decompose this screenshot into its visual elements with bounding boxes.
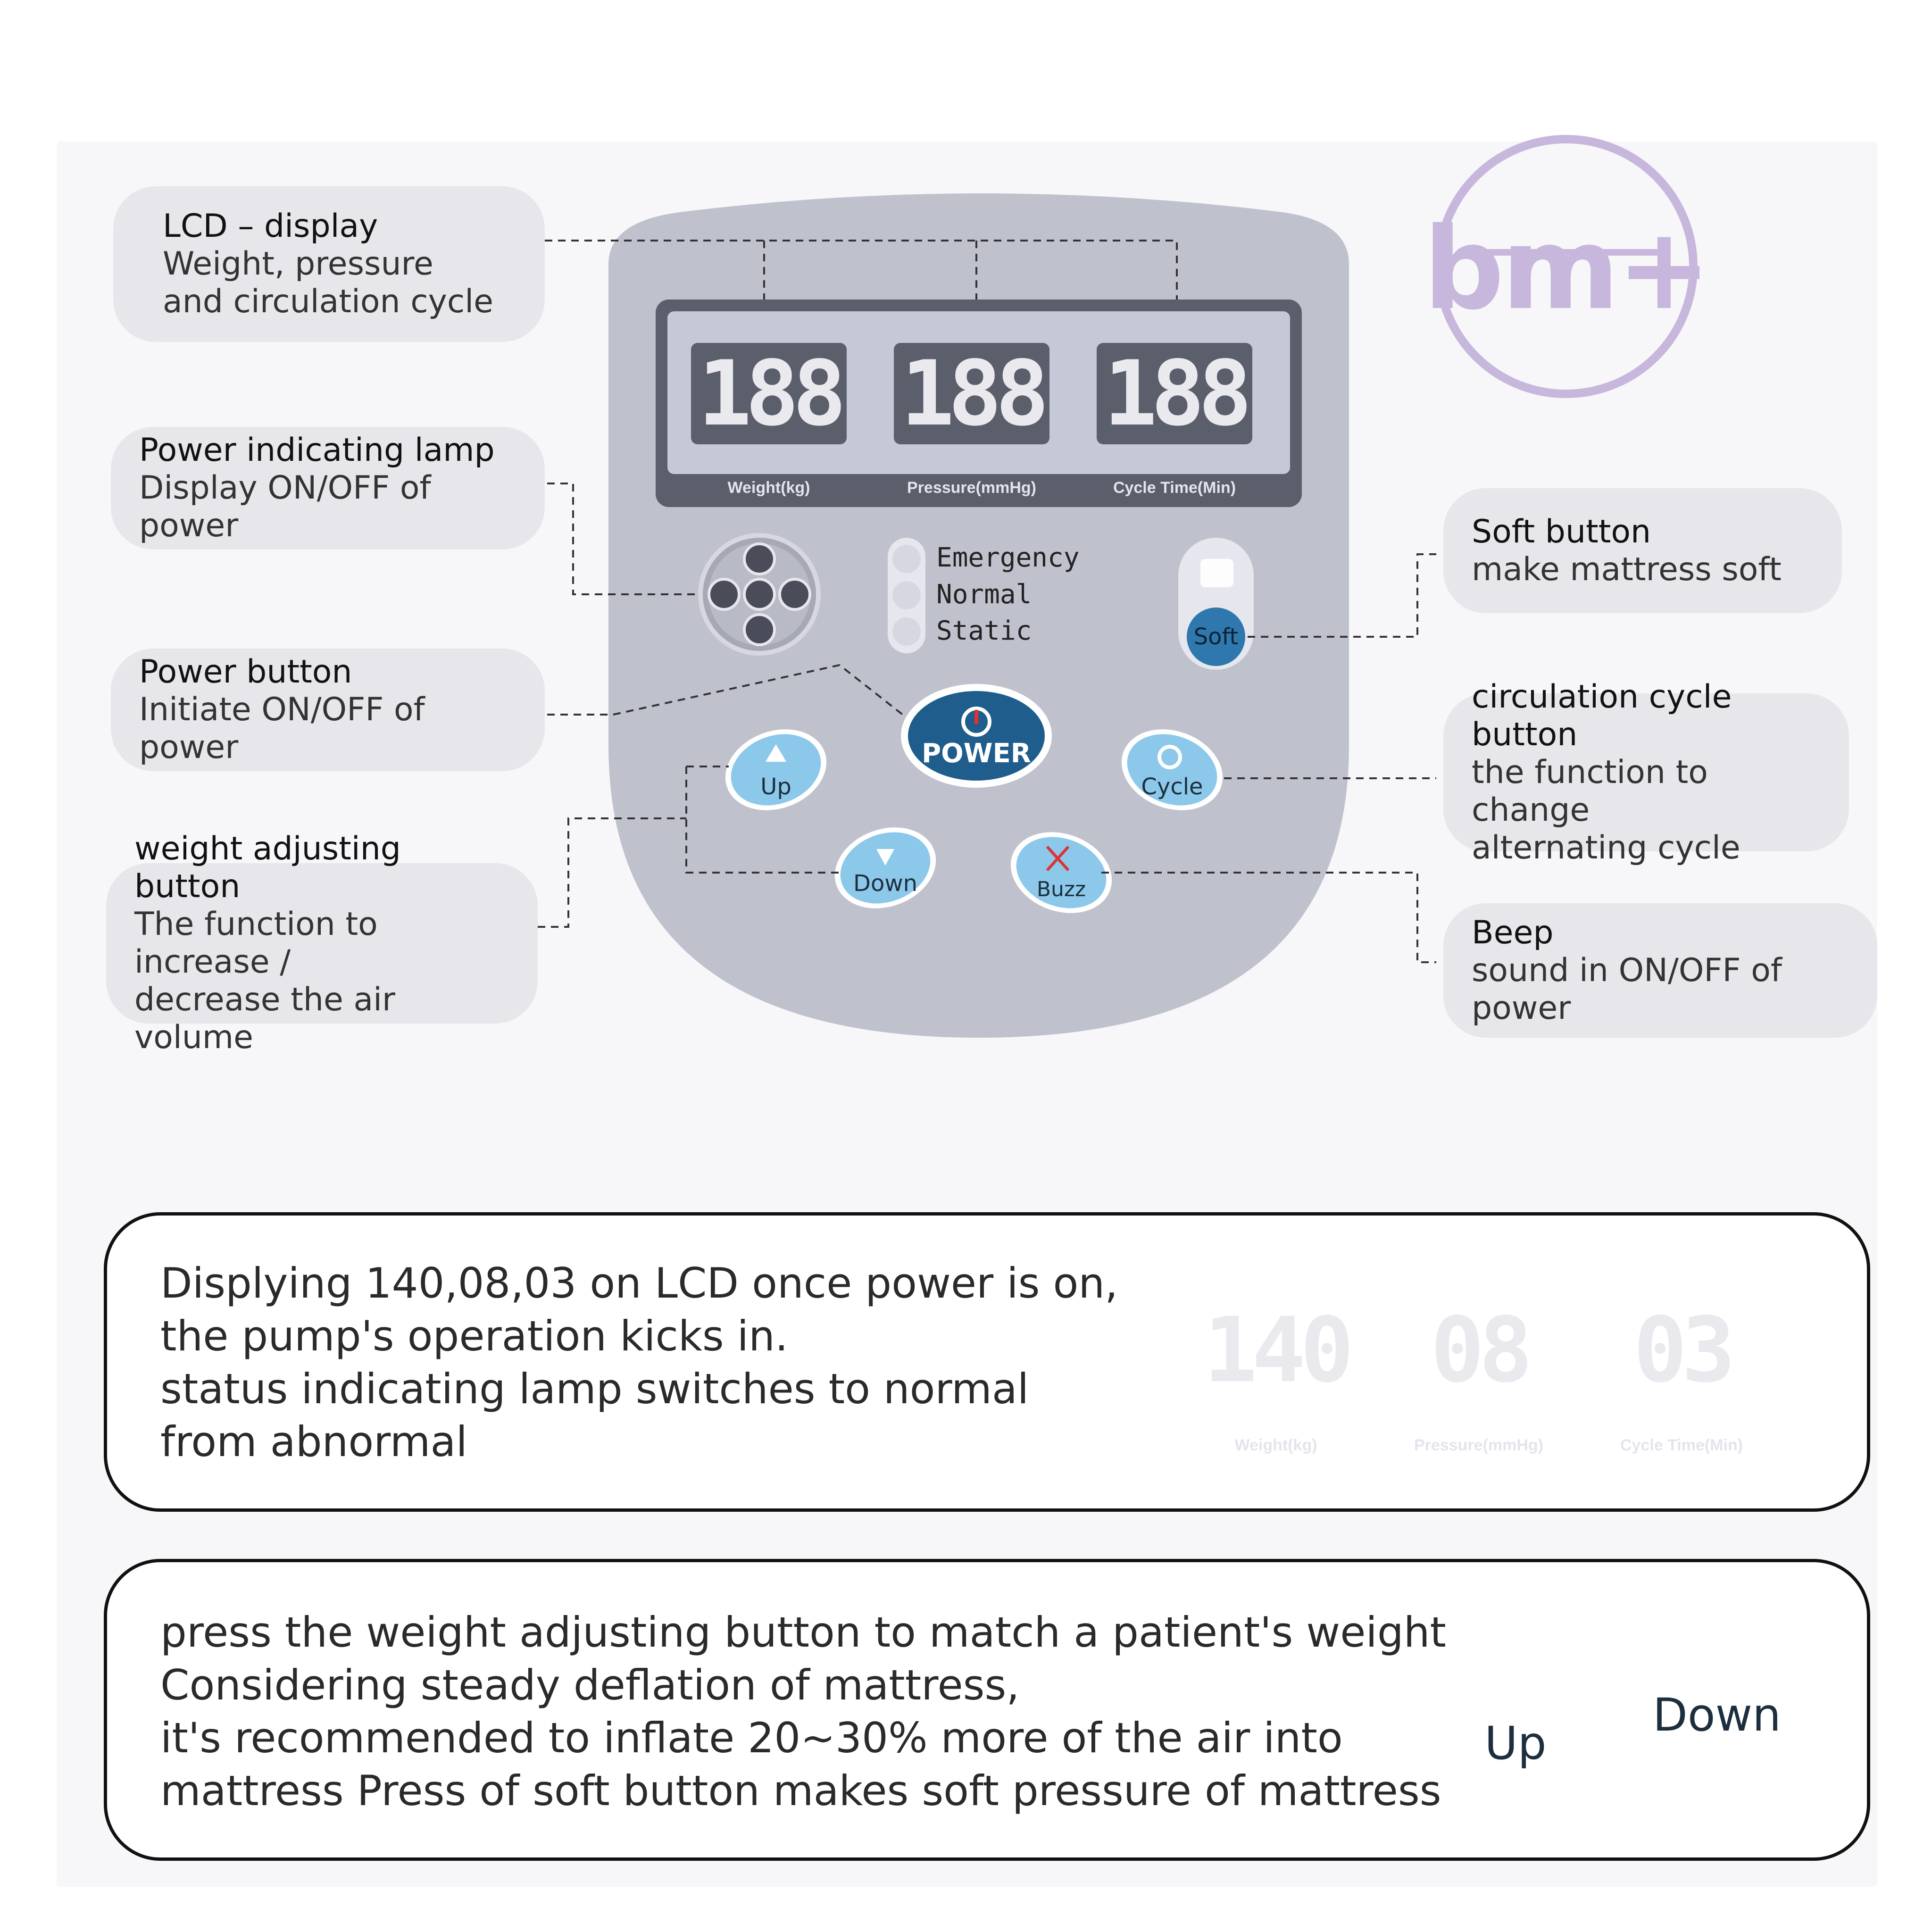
callout-beep-title: Beep: [1472, 914, 1554, 951]
callout-cycle-button-title: circulation cycle button: [1472, 678, 1732, 753]
callout-cycle-button-desc: the function to change: [1472, 753, 1708, 829]
lamp-dot: [780, 579, 810, 609]
callout-weight-button-desc: decrease the air volume: [134, 981, 395, 1056]
info-box-power-on-text: [160, 1257, 1118, 1468]
up-button-label[interactable]: Up: [760, 774, 791, 800]
callout-soft-button-title: Soft button: [1472, 513, 1651, 550]
info-line: Considering steady deflation of mattress,: [160, 1661, 1020, 1709]
info-line: Displying 140,08,03 on LCD once power is on,: [160, 1259, 1118, 1307]
big-up-button-label[interactable]: Up: [1484, 1717, 1547, 1770]
callout-power-lamp-title: Power indicating lamp: [139, 432, 495, 469]
lcd-label-weight: Weight(kg): [727, 479, 810, 497]
lcd-digit-pressure: 188: [900, 341, 1043, 446]
callout-lcd-desc: and circulation cycle: [163, 283, 493, 320]
callout-weight-button-desc: The function to increase /: [134, 906, 378, 981]
callout-power-button: [111, 649, 545, 771]
info-line: the pump's operation kicks in.: [160, 1312, 788, 1360]
callout-beep: [1443, 903, 1877, 1038]
lcd2-digit-weight: 140: [1203, 1298, 1349, 1402]
lcd2-digit-cycle: 03: [1633, 1298, 1730, 1402]
callout-soft-button-desc: make mattress soft: [1472, 550, 1782, 588]
lamp-dot: [709, 579, 739, 609]
lcd2-label-weight: Weight(kg): [1234, 1436, 1317, 1454]
lamp-dot: [744, 615, 774, 645]
info-line: press the weight adjusting button to match a patient's weight: [160, 1608, 1446, 1657]
buzz-button-label[interactable]: Buzz: [1036, 877, 1086, 901]
lcd2-label-pressure: Pressure(mmHg): [1414, 1436, 1543, 1454]
mode-label-emergency: Emergency: [936, 542, 1080, 573]
mode-label-static: Static: [936, 616, 1032, 646]
bmo-logo: bm+: [1423, 203, 1709, 335]
info-line: mattress Press of soft button makes soft pressure of mattress: [160, 1766, 1441, 1815]
info-line: status indicating lamp switches to normal: [160, 1365, 1029, 1413]
soft-icon: [1200, 559, 1233, 587]
lcd-label-cycle: Cycle Time(Min): [1113, 479, 1236, 497]
callout-lcd-title: LCD – display: [163, 208, 378, 245]
lcd2-label-cycle: Cycle Time(Min): [1620, 1436, 1743, 1454]
callout-cycle-button-desc: alternating cycle: [1472, 829, 1740, 866]
lamp-dot: [744, 579, 774, 609]
callout-weight-button-title: weight adjusting button: [134, 830, 401, 905]
callout-power-lamp: [111, 427, 545, 550]
callout-cycle-button: [1443, 678, 1849, 866]
callout-lcd: [113, 186, 545, 342]
status-led-static: [892, 617, 921, 646]
callout-lcd-desc: Weight, pressure: [163, 245, 433, 283]
callout-power-lamp-desc: Display ON/OFF of power: [139, 469, 431, 544]
lamp-dot: [744, 544, 774, 574]
lcd-digit-weight: 188: [698, 341, 840, 446]
cycle-button-label[interactable]: Cycle: [1141, 774, 1203, 800]
callout-soft-button: [1443, 488, 1842, 613]
power-button[interactable]: POWER: [922, 738, 1031, 769]
callout-weight-button: [106, 830, 538, 1056]
callout-power-button-desc: Initiate ON/OFF of power: [139, 691, 425, 766]
info-line: it's recommended to inflate 20~30% more of the air into: [160, 1714, 1343, 1762]
down-button-label[interactable]: Down: [853, 870, 917, 897]
info-line: from abnormal: [160, 1417, 467, 1466]
mode-label-normal: Normal: [936, 579, 1032, 610]
info-box-weight-adjust-text: [160, 1606, 1446, 1817]
lcd2-digit-pressure: 08: [1430, 1298, 1527, 1402]
callout-power-button-title: Power button: [139, 653, 352, 691]
lcd-label-pressure: Pressure(mmHg): [907, 479, 1036, 497]
big-down-button-label[interactable]: Down: [1652, 1689, 1781, 1741]
status-led-emergency: [892, 545, 921, 573]
soft-button-label[interactable]: Soft: [1193, 624, 1239, 650]
lcd-digit-cycle: 188: [1103, 341, 1246, 446]
status-led-normal: [892, 581, 921, 609]
callout-beep-desc: sound in ON/OFF of power: [1472, 951, 1782, 1027]
